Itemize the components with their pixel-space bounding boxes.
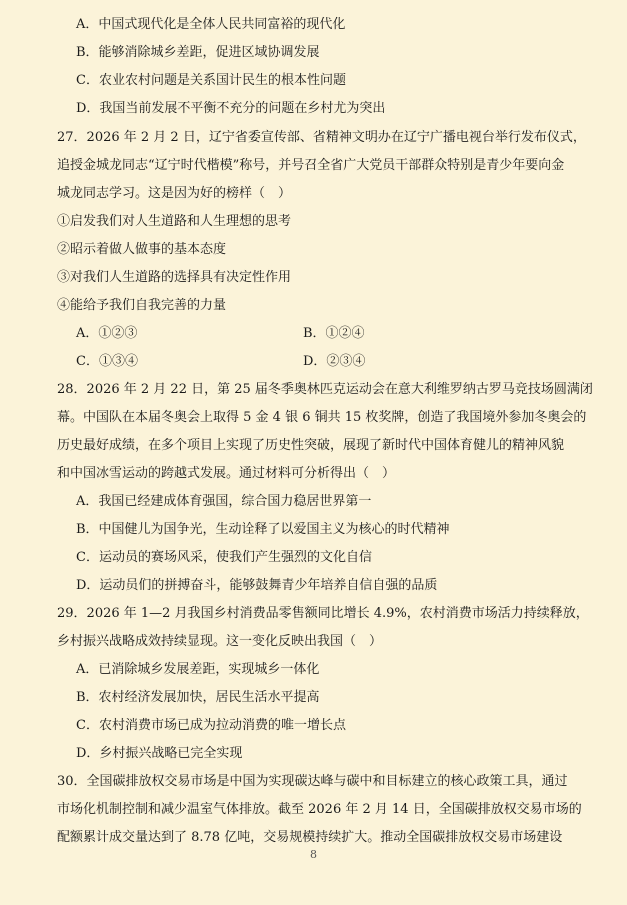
q28-option-c: C．运动员的赛场风采，使我们产生强烈的文化自信 — [76, 550, 372, 565]
q30-stem-line-2: 市场化机制控制和减少温室气体排放。截至 2026 年 2 月 14 日，全国碳排放权交易市场的 — [57, 802, 582, 817]
q30-stem-line-3: 配额累计成交量达到了 8.78 亿吨，交易规模持续扩大。推动全国碳排放权交易市场建设 — [57, 830, 563, 845]
q28-option-d: D．运动员们的拼搏奋斗，能够鼓舞青少年培养自信自强的品质 — [76, 578, 438, 593]
q29-stem-line-1: 29．2026 年 1—2 月我国乡村消费品零售额同比增长 4.9%，农村消费市场活力持续释放， — [57, 606, 589, 621]
q27-statement-1: ①启发我们对人生道路和人生理想的思考 — [57, 214, 292, 229]
q28-option-a: A．我国已经建成体育强国，综合国力稳居世界第一 — [76, 494, 372, 509]
q27-statement-3: ③对我们人生道路的选择具有决定性作用 — [57, 270, 292, 285]
q28-stem-line-1: 28．2026 年 2 月 22 日，第 25 届冬季奥林匹克运动会在意大利维罗纳古罗马竞技场圆满闭 — [57, 382, 593, 397]
q29-stem-line-2: 乡村振兴战略成效持续显现。这一变化反映出我国（ ） — [57, 634, 383, 649]
q27-stem-line-1: 27．2026 年 2 月 2 日，辽宁省委宣传部、省精神文明办在辽宁广播电视台举行发布仪式， — [57, 130, 586, 145]
q27-statement-2: ②昭示着做人做事的基本态度 — [57, 242, 227, 257]
q28-option-b: B．中国健儿为国争光，生动诠释了以爱国主义为核心的时代精神 — [76, 522, 450, 537]
q27-option-b: B．①②④ — [303, 326, 365, 341]
q27-statement-4: ④能给予我们自我完善的力量 — [57, 298, 227, 313]
q30-stem-line-1: 30．全国碳排放权交易市场是中国为实现碳达峰与碳中和目标建立的核心政策工具，通过 — [57, 774, 568, 789]
q27-option-a: A．①②③ — [76, 326, 138, 341]
q26-option-a: A．中国式现代化是全体人民共同富裕的现代化 — [76, 17, 346, 32]
q28-stem-line-2: 幕。中国队在本届冬奥会上取得 5 金 4 银 6 铜共 15 枚奖牌，创造了我国境外参加冬奥会的 — [57, 410, 587, 425]
q28-stem-line-3: 历史最好成绩，在多个项目上实现了历史性突破，展现了新时代中国体育健儿的精神风貌 — [57, 438, 565, 453]
q27-option-c: C．①③④ — [76, 354, 138, 369]
q27-stem-line-3: 城龙同志学习。这是因为好的榜样（ ） — [57, 186, 292, 201]
q29-option-a: A．已消除城乡发展差距，实现城乡一体化 — [76, 662, 320, 677]
q28-stem-line-4: 和中国冰雪运动的跨越式发展。通过材料可分析得出（ ） — [57, 466, 396, 481]
q29-option-d: D．乡村振兴战略已完全实现 — [76, 746, 243, 761]
q26-option-c: C．农业农村问题是关系国计民生的根本性问题 — [76, 73, 346, 88]
q27-option-d: D．②③④ — [303, 354, 366, 369]
q29-option-c: C．农村消费市场已成为拉动消费的唯一增长点 — [76, 718, 346, 733]
q26-option-b: B．能够消除城乡差距，促进区域协调发展 — [76, 45, 320, 60]
q26-option-d: D．我国当前发展不平衡不充分的问题在乡村尤为突出 — [76, 101, 386, 116]
page-number: 8 — [310, 848, 317, 861]
q27-stem-line-2: 追授金城龙同志“辽宁时代楷模”称号，并号召全省广大党员干部群众特别是青少年要向金 — [57, 158, 565, 173]
q29-option-b: B．农村经济发展加快，居民生活水平提高 — [76, 690, 320, 705]
